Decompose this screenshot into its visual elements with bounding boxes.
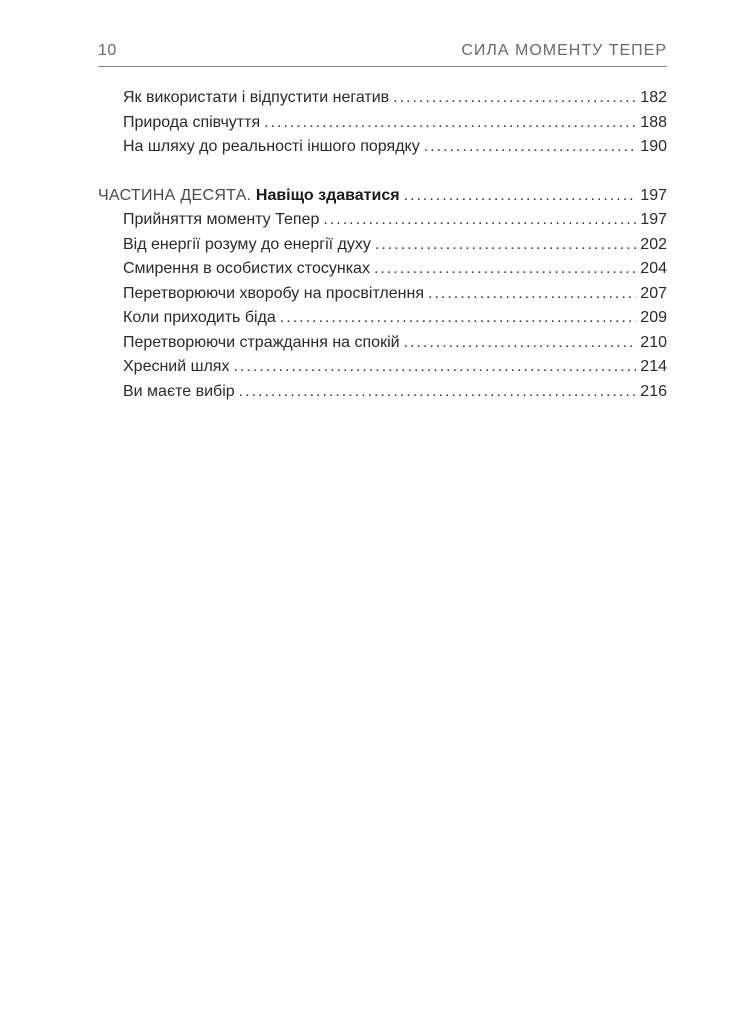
toc-entry[interactable] [98, 306, 667, 331]
page-header [98, 38, 667, 67]
dot-leader [393, 86, 636, 111]
dot-leader [404, 331, 637, 356]
toc-entry-title: Від енергії розуму до енергії духу [123, 235, 371, 253]
toc-entry-page: 216 [640, 382, 667, 400]
toc-part-label-group [98, 184, 400, 209]
part-title: Навіщо здаватися [255, 186, 400, 204]
toc-entry-page: 209 [640, 309, 667, 326]
page-number: 10 [98, 42, 117, 59]
dot-leader [374, 257, 636, 282]
toc-entry-title: Як використати і відпустити негатив [123, 89, 390, 106]
toc-entry-page: 214 [640, 358, 667, 375]
dot-leader [424, 135, 637, 160]
toc-entry-title: Хресний шлях [123, 358, 230, 375]
part-label: ЧАСТИНА ДЕСЯТА. [98, 186, 252, 204]
toc-entry[interactable] [98, 208, 667, 233]
toc-entry-page: 197 [640, 211, 667, 228]
toc-entry[interactable] [98, 282, 667, 307]
toc-entry[interactable] [98, 233, 667, 258]
toc-entry-title: На шляху до реальності іншого порядку [123, 138, 420, 155]
toc-entry-page: 188 [640, 113, 667, 131]
toc-entry-title: Ви маєте вибір [123, 382, 235, 400]
toc-entry[interactable] [98, 355, 667, 380]
toc-entry-page: 190 [640, 138, 667, 155]
toc-entry[interactable] [98, 135, 667, 160]
toc-entry-title: Природа співчуття [123, 113, 261, 131]
toc-entry[interactable] [98, 111, 667, 136]
toc-entry-page: 182 [640, 89, 667, 106]
section-spacer [98, 160, 667, 184]
toc-entry-page: 204 [640, 260, 667, 277]
table-of-contents [98, 86, 667, 404]
toc-entry-title: Смирення в особистих стосунках [123, 260, 370, 277]
toc-entry-page: 210 [640, 333, 667, 351]
dot-leader [375, 233, 636, 258]
dot-leader [264, 111, 636, 136]
toc-entry-page: 207 [640, 284, 667, 302]
toc-entry-title: Перетворюючи страждання на спокій [123, 333, 400, 351]
dot-leader [323, 208, 636, 233]
dot-leader [428, 282, 636, 307]
toc-entry-title: Коли приходить біда [123, 309, 276, 326]
dot-leader [280, 306, 637, 331]
toc-entry-page: 197 [640, 186, 667, 204]
toc-part-heading[interactable] [98, 184, 667, 209]
toc-entry[interactable] [98, 331, 667, 356]
toc-entry-title: Прийняття моменту Тепер [123, 211, 320, 228]
dot-leader [239, 380, 637, 405]
dot-leader [233, 355, 636, 380]
toc-entry[interactable] [98, 86, 667, 111]
toc-entry[interactable] [98, 380, 667, 405]
toc-entry[interactable] [98, 257, 667, 282]
dot-leader [404, 184, 637, 209]
toc-entry-title: Перетворюючи хворобу на просвітлення [123, 284, 424, 302]
running-title: СИЛА МОМЕНТУ ТЕПЕР [461, 42, 667, 59]
toc-entry-page: 202 [640, 235, 667, 253]
